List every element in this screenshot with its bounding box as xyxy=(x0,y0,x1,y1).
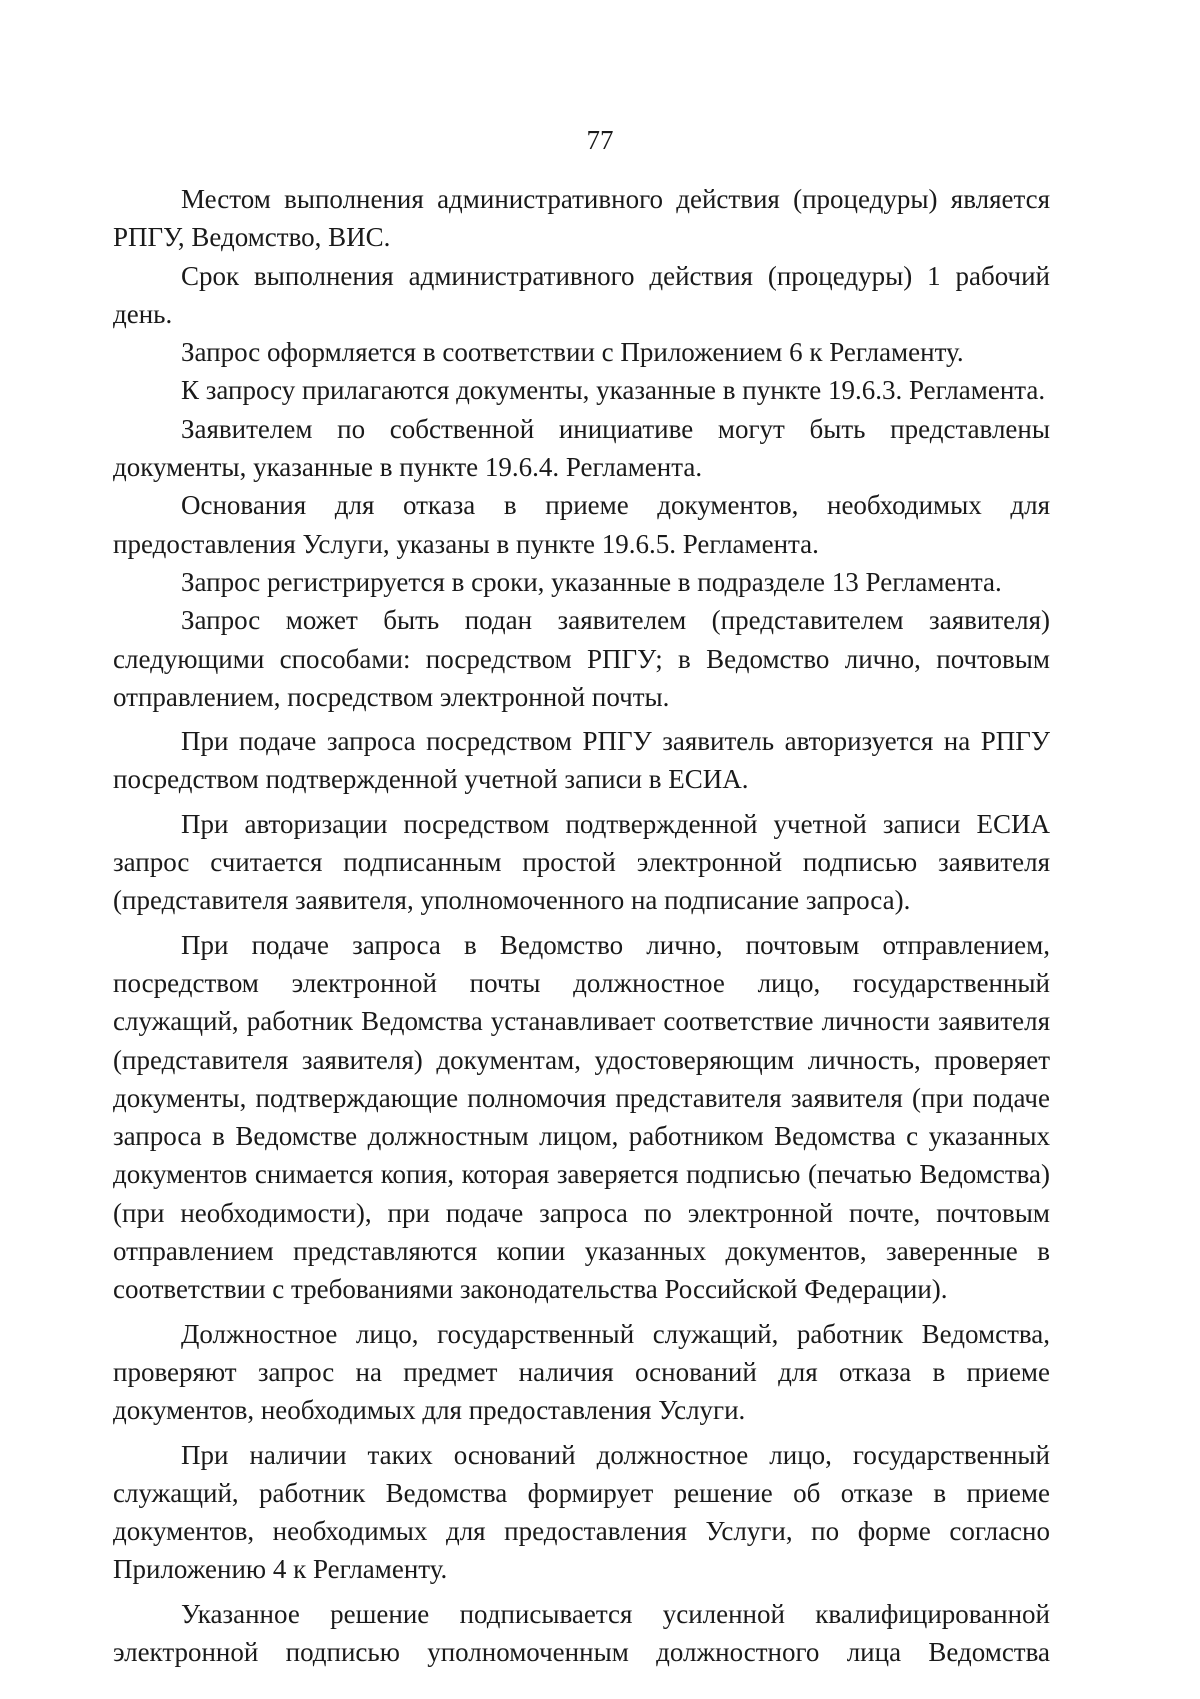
paragraph: Местом выполнения административного действия (процедуры) является РПГУ, Ведомство, ВИС. xyxy=(113,184,1050,253)
page-number: 77 xyxy=(586,125,614,155)
document-body xyxy=(113,180,1050,1671)
paragraph: При подаче запроса в Ведомство лично, почтовым отправлением, посредством электронной почты должностное лицо, государственный служащий, работник Ведомства устанавливает соответствие личности заявителя (представителя заявителя) документам, удостоверяющим личность, проверяет документы, подтверждающие полномочия представителя заявителя (при подаче запроса в Ведомстве должностным лицом, работником Ведомства с указанных документов снимается копия, которая заверяется подписью (печатью Ведомства) (при необходимости), при подаче запроса по электронной почте, почтовым отправлением представляются копии указанных документов, заверенные в соответствии с требованиями законодательства Российской Федерации). xyxy=(113,929,1050,1305)
paragraph: При подаче запроса посредством РПГУ заявитель авторизуется на РПГУ посредством подтвержденной учетной записи в ЕСИА. xyxy=(113,726,1050,795)
paragraph: При наличии таких оснований должностное лицо, государственный служащий, работник Ведомства формирует решение об отказе в приеме документов, необходимых для предоставления Услуги, по форме согласно Приложению 4 к Регламенту. xyxy=(113,1439,1050,1585)
paragraph: Срок выполнения административного действия (процедуры) 1 рабочий день. xyxy=(113,260,1050,329)
paragraph: Должностное лицо, государственный служащий, работник Ведомства, проверяют запрос на предмет наличия оснований для отказа в приеме документов, необходимых для предоставления Услуги. xyxy=(113,1318,1050,1426)
paragraph: При авторизации посредством подтвержденной учетной записи ЕСИА запрос считается подписанным простой электронной подписью заявителя (представителя заявителя, уполномоченного на подписание запроса). xyxy=(113,808,1050,916)
paragraph: К запросу прилагаются документы, указанные в пункте 19.6.3. Регламента. xyxy=(181,375,1046,406)
paragraph: Запрос оформляется в соответствии с Приложением 6 к Регламенту. xyxy=(181,337,964,368)
paragraph: Запрос регистрируется в сроки, указанные в подразделе 13 Регламента. xyxy=(181,566,1002,597)
paragraph: Заявителем по собственной инициативе могут быть представлены документы, указанные в пункте 19.6.4. Регламента. xyxy=(113,413,1050,483)
paragraph: Указанное решение подписывается усиленной квалифицированной электронной подписью уполномоченным должностного лица Ведомства xyxy=(113,1598,1050,1667)
paragraph: Основания для отказа в приеме документов, необходимых для предоставления Услуги, указаны в пункте 19.6.5. Регламента. xyxy=(113,490,1050,559)
paragraph: Запрос может быть подан заявителем (представителем заявителя) следующими способами: посредством РПГУ; в Ведомство лично, почтовым отправлением, посредством электронной почты. xyxy=(113,605,1050,712)
